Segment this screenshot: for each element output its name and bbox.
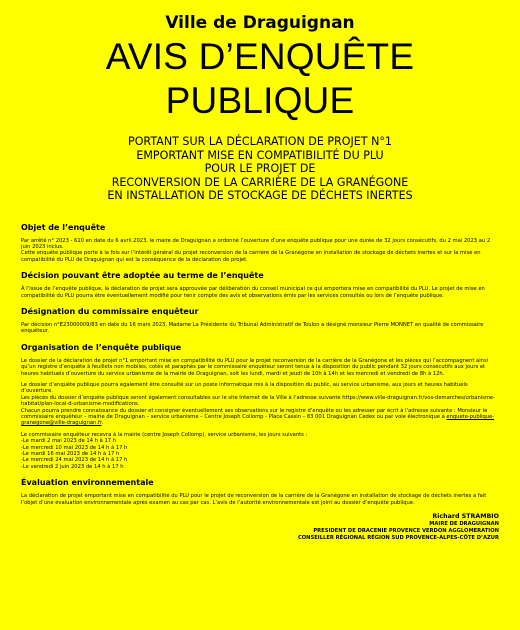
signatory-title: CONSEILLER RÉGIONAL RÉGION SUD PROVENCE-ALPES-CÔTE D’AZUR [297, 534, 499, 541]
notice-subtitle [21, 135, 499, 203]
paragraph: Par décision n°E23000009/83 en date du 16 mars 2023, Madame La Présidente du Tribunal Administratif de Toulon a désigné monsieur Pierre MONNET en qualité de commissaire enquêteur. [21, 321, 484, 335]
subtitle-line: EMPORTANT MISE EN COMPATIBILITÉ DU PLU [136, 148, 384, 162]
section-heading: Organisation de l’enquête publique [21, 342, 182, 352]
list-item: -Le mardi 16 mai 2023 de 14 h à 17 h [21, 451, 120, 458]
paragraph: Le commissaire enquêteur recevra à la mairie (centre Joseph Collomp), service urbanisme, les jours suivants : [21, 431, 308, 438]
dates-list [21, 438, 499, 470]
subtitle-line: EN INSTALLATION DE STOCKAGE DE DÉCHETS INERTES [107, 189, 413, 202]
list-item: -Le vendredi 2 juin 2023 de 14 h à 17 h [21, 463, 124, 470]
paragraph: Cette enquête publique porte à la fois sur l’intérêt général du projet reconversion de la carrière de la Granégone en installation de stockage de déchets inertes et sur la mise en compatibilité du PLU de Draguignan qui est la conséquence de la déclaration de projet. [21, 250, 481, 263]
section-heading: Désignation du commissaire enquêteur [21, 306, 199, 316]
section-designation [21, 307, 499, 335]
signature-block [21, 512, 499, 541]
city-name: Ville de Draguignan [165, 13, 355, 33]
list-item: -Le mardi 2 mai 2023 de 14 h à 17 h [21, 438, 116, 445]
section-evaluation [21, 478, 499, 506]
section-heading: Évaluation environnementale [21, 478, 154, 488]
paragraph: Les pièces du dossier d’enquête publique seront également consultables sur le site Internet de la Ville à l’adresse suivante https://www.ville-draguignan.fr/vos-demarches/urbanisme-habitat/plan-local-d-urbanisme-modifications. [21, 394, 495, 408]
paragraph: Par arrêté n° 2023 - 610 en date du 6 avril 2023, le maire de Draguignan a ordonné l’ouverture d’une enquête publique pour une durée de 32 jours consécutifs, du 2 mai 2023 au 2 juin 2023 inclus. [21, 237, 491, 250]
paragraph: Le dossier de la déclaration de projet n°1 emportant mise en compatibilité du PLU pour le projet reconversion de la carrière de la Granégone et les pièces qui l’accompagnent ainsi qu’un registre d’enquête à feuillets non mobiles, cotés et paraphés par le commissaire enquêteur seront tenus à la disposition du public pendant 32 jours consécutifs aux jours et heures habituels d’ouverture du service urbanisme de la mairie de Draguignan, soit les lundi, mardi et jeudi de 10h à 14h et les mercredi et vendredi de 8h à 12h. [21, 357, 489, 377]
paragraph: La déclaration de projet emportant mise en compatibilité du PLU pour le projet de reconversion de la carrière de la Granégone en installation de stockage de déchets inertes a fait l’objet d’une évaluation environnementale après examen au cas par cas. L’avis de l’autorité environnementale est joint au dossier d’enquête publique. [21, 493, 487, 506]
subtitle-line: PORTANT SUR LA DÉCLARATION DE PROJET N°1 [128, 135, 392, 148]
email-link[interactable]: enquete-publique-granegone@ville-draguignan.fr [21, 414, 495, 427]
list-item: -Le mercredi 10 mai 2023 de 14 h à 17 h [21, 444, 128, 451]
signatory-title: MAIRE DE DRAGUIGNAN [429, 521, 499, 528]
paragraph: À l’issue de l’enquête publique, la déclaration de projet sera approuvée par délibération du conseil municipal ce qui emportera mise en compatibilité du PLU. Le projet de mise en compatibilité du PLU pourra être éventuellement modifié pour tenir compte des avis et observations émis par les services consultés ou lors de l’enquête publique. [21, 286, 485, 299]
subtitle-line: POUR LE PROJET DE [204, 162, 316, 175]
section-organisation [21, 343, 499, 471]
paragraph-text: . [101, 420, 104, 427]
signatory-name: Richard STRAMBIO [432, 513, 499, 521]
section-decision [21, 271, 499, 299]
section-heading: Décision pouvant être adoptée au terme de l’enquête [21, 271, 264, 281]
paragraph: Le dossier d’enquête publique pourra également être consulté sur un poste informatique mis à la disposition du public, au service urbanisme, aux jours et heures habituels d’ouverture. [21, 381, 468, 395]
section-objet [21, 223, 499, 264]
page-title: AVIS D’ENQUÊTE PUBLIQUE [105, 36, 415, 121]
signatory-title: PRESIDENT DE DRACENIE PROVENCE VERDON AGGLOMERATION [313, 527, 499, 534]
paragraph-text: Chacun pourra prendre connaissance du dossier et consigner éventuellement ses observations sur le registre d’enquête ou les adresser par écrit à l’adresse suivante : Monsieur le commissaire enquêteur – mairie de Draguignan – service urbanisme – Centre Joseph Collomp - Place Cassin – 83 001 Draguignan Cedex ou par voie électronique à [21, 407, 488, 420]
paragraph [21, 408, 499, 427]
subtitle-line: RECONVERSION DE LA CARRIÈRE DE LA GRANÉGONE [111, 175, 409, 189]
list-item: -Le mercredi 24 mai 2023 de 14 h à 17 h [21, 457, 128, 464]
section-heading: Objet de l’enquête [21, 222, 106, 232]
